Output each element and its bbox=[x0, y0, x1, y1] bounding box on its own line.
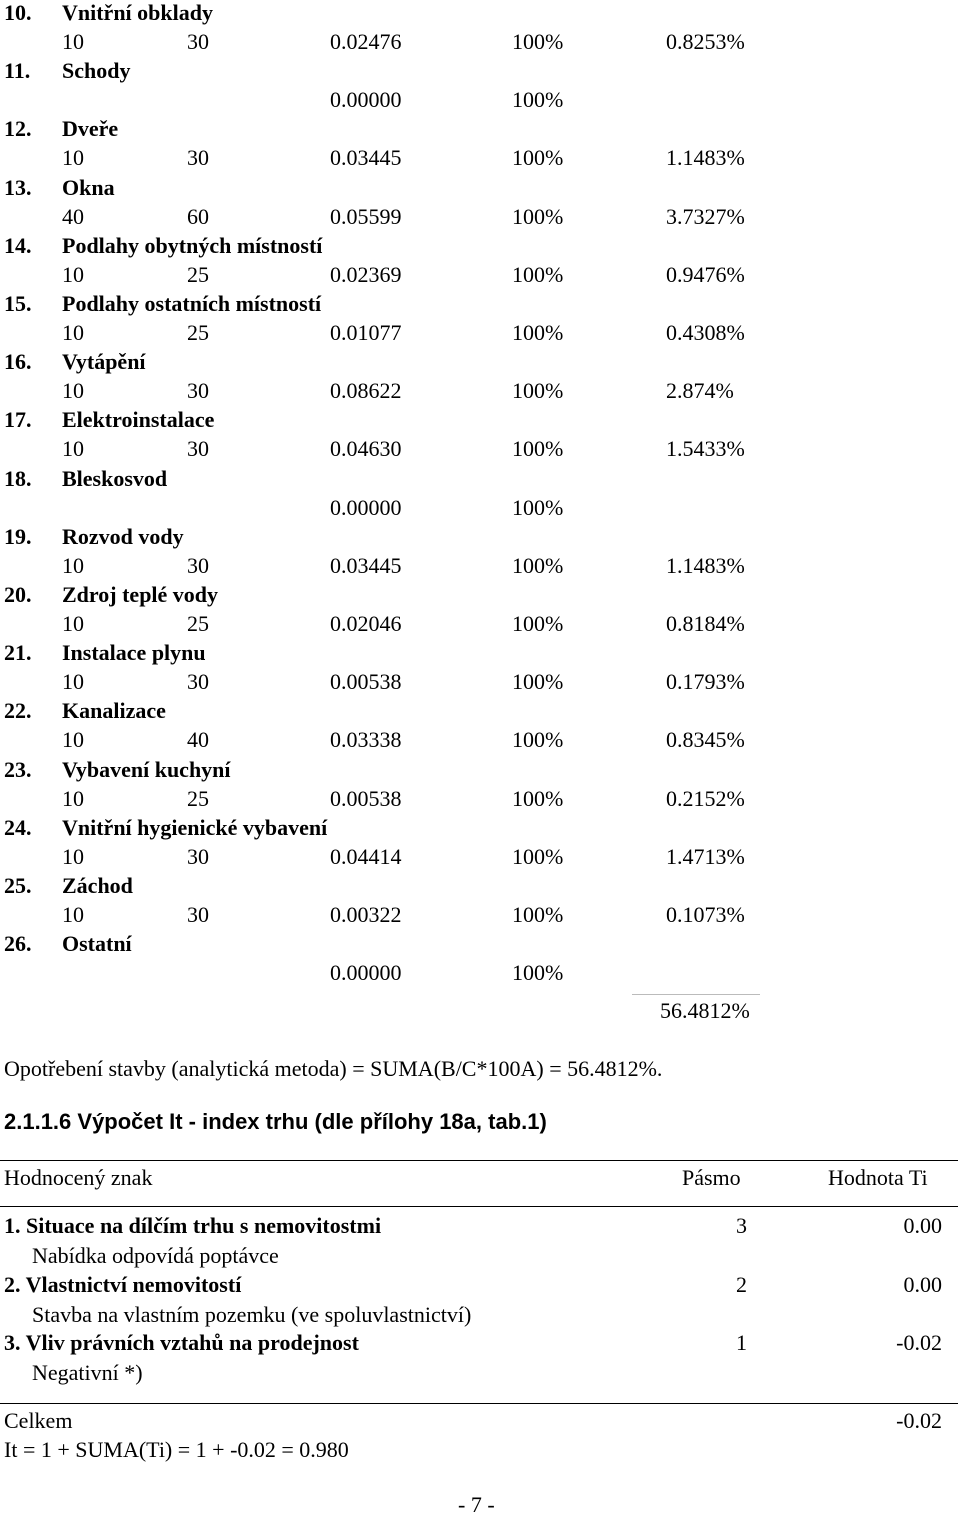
share-percent: 100% bbox=[512, 378, 564, 404]
share-percent: 100% bbox=[512, 436, 564, 462]
wear-coefficient: 0.02369 bbox=[330, 261, 402, 287]
wear-percent: 1.1483% bbox=[666, 145, 745, 171]
item-name: Zdroj teplé vody bbox=[62, 582, 219, 607]
share-percent: 100% bbox=[512, 203, 564, 229]
wear-coefficient: 0.02476 bbox=[330, 29, 402, 54]
wear-percent: 0.9476% bbox=[666, 261, 745, 287]
lifespan-min: 10 bbox=[62, 727, 84, 753]
table-top-rule bbox=[0, 1160, 958, 1161]
lifespan-min: 10 bbox=[62, 902, 84, 927]
lifespan-min: 10 bbox=[62, 145, 84, 171]
wear-coefficient: 0.00000 bbox=[330, 960, 402, 986]
share-percent: 100% bbox=[512, 87, 564, 113]
item-number: 16. bbox=[4, 349, 32, 375]
item-name: Vnitřní obklady bbox=[62, 0, 213, 25]
lifespan-max: 60 bbox=[187, 203, 209, 229]
wear-coefficient: 0.00538 bbox=[330, 785, 402, 811]
wear-percent: 1.1483% bbox=[666, 552, 745, 578]
wear-coefficient: 0.00322 bbox=[330, 902, 402, 927]
lifespan-max: 30 bbox=[187, 669, 209, 695]
item-number: 26. bbox=[4, 931, 32, 957]
item-name: Vnitřní hygienické vybavení bbox=[62, 814, 328, 840]
item-name: Kanalizace bbox=[62, 698, 166, 724]
wear-coefficient: 0.00000 bbox=[330, 494, 402, 520]
share-percent: 100% bbox=[512, 261, 564, 287]
lifespan-min: 10 bbox=[62, 261, 84, 287]
wear-coefficient: 0.03445 bbox=[330, 145, 402, 171]
wear-percent: 0.2152% bbox=[666, 785, 745, 811]
share-percent: 100% bbox=[512, 29, 564, 54]
table-header-rule bbox=[0, 1206, 958, 1207]
lifespan-min: 10 bbox=[62, 552, 84, 578]
item-name: Podlahy ostatních místností bbox=[62, 291, 322, 316]
item-number: 11. bbox=[4, 58, 31, 84]
criterion-value: -0.02 bbox=[896, 1330, 942, 1355]
criterion-description: Stavba na vlastním pozemku (ve spoluvlastnictví) bbox=[32, 1301, 472, 1327]
wear-percent: 1.4713% bbox=[666, 843, 745, 869]
item-number: 15. bbox=[4, 291, 32, 316]
criterion-band: 1 bbox=[736, 1330, 747, 1355]
page-number: - 7 - bbox=[458, 1492, 495, 1517]
table-bottom-rule bbox=[0, 1403, 958, 1404]
item-name: Bleskosvod bbox=[62, 465, 168, 491]
criterion-description: Negativní *) bbox=[32, 1360, 143, 1385]
lifespan-min: 10 bbox=[62, 436, 84, 462]
lifespan-max: 25 bbox=[187, 320, 209, 345]
criterion-title: 2. Vlastnictví nemovitostí bbox=[4, 1271, 242, 1297]
share-percent: 100% bbox=[512, 611, 564, 636]
item-number: 24. bbox=[4, 814, 32, 840]
item-name: Okna bbox=[62, 174, 115, 200]
wear-coefficient: 0.08622 bbox=[330, 378, 402, 404]
lifespan-min: 10 bbox=[62, 29, 84, 54]
criterion-title: 3. Vliv právních vztahů na prodejnost bbox=[4, 1330, 359, 1355]
lifespan-max: 30 bbox=[187, 29, 209, 54]
wear-coefficient: 0.03338 bbox=[330, 727, 402, 753]
item-name: Elektroinstalace bbox=[62, 407, 215, 433]
lifespan-max: 25 bbox=[187, 611, 209, 636]
share-percent: 100% bbox=[512, 494, 564, 520]
lifespan-max: 30 bbox=[187, 378, 209, 404]
item-number: 10. bbox=[4, 0, 32, 25]
header-hodnoceny-znak: Hodnocený znak bbox=[4, 1165, 153, 1190]
item-number: 14. bbox=[4, 232, 32, 258]
item-name: Rozvod vody bbox=[62, 523, 184, 549]
item-name: Vybavení kuchyní bbox=[62, 756, 231, 782]
criterion-value: 0.00 bbox=[903, 1271, 942, 1297]
share-percent: 100% bbox=[512, 552, 564, 578]
wear-coefficient: 0.04414 bbox=[330, 843, 402, 869]
lifespan-max: 30 bbox=[187, 552, 209, 578]
share-percent: 100% bbox=[512, 727, 564, 753]
lifespan-min: 40 bbox=[62, 203, 84, 229]
lifespan-max: 30 bbox=[187, 843, 209, 869]
total-divider bbox=[632, 994, 760, 995]
lifespan-min: 10 bbox=[62, 843, 84, 869]
wear-summary: Opotřebení stavby (analytická metoda) = SUMA(B/C*100A) = 56.4812%. bbox=[4, 1056, 663, 1081]
lifespan-min: 10 bbox=[62, 611, 84, 636]
lifespan-max: 40 bbox=[187, 727, 209, 753]
share-percent: 100% bbox=[512, 960, 564, 986]
lifespan-max: 30 bbox=[187, 902, 209, 927]
item-number: 17. bbox=[4, 407, 32, 433]
criterion-value: 0.00 bbox=[903, 1213, 942, 1238]
item-number: 13. bbox=[4, 174, 32, 200]
item-number: 21. bbox=[4, 640, 32, 666]
wear-total: 56.4812% bbox=[660, 998, 750, 1023]
share-percent: 100% bbox=[512, 785, 564, 811]
item-name: Instalace plynu bbox=[62, 640, 206, 666]
lifespan-min: 10 bbox=[62, 669, 84, 695]
item-name: Schody bbox=[62, 58, 131, 84]
item-name: Ostatní bbox=[62, 931, 132, 957]
item-name: Vytápění bbox=[62, 349, 146, 375]
item-number: 12. bbox=[4, 116, 32, 142]
wear-percent: 0.1793% bbox=[666, 669, 745, 695]
share-percent: 100% bbox=[512, 902, 564, 927]
wear-coefficient: 0.02046 bbox=[330, 611, 402, 636]
lifespan-max: 30 bbox=[187, 145, 209, 171]
item-number: 22. bbox=[4, 698, 32, 724]
share-percent: 100% bbox=[512, 843, 564, 869]
item-name: Záchod bbox=[62, 873, 133, 898]
header-pasmo: Pásmo bbox=[682, 1165, 741, 1190]
share-percent: 100% bbox=[512, 320, 564, 345]
criterion-band: 3 bbox=[736, 1213, 747, 1238]
wear-percent: 0.1073% bbox=[666, 902, 745, 927]
wear-percent: 0.4308% bbox=[666, 320, 745, 345]
wear-coefficient: 0.01077 bbox=[330, 320, 402, 345]
item-number: 25. bbox=[4, 873, 32, 898]
item-name: Podlahy obytných místností bbox=[62, 232, 323, 258]
header-hodnota: Hodnota Ti bbox=[828, 1165, 928, 1190]
wear-coefficient: 0.03445 bbox=[330, 552, 402, 578]
item-name: Dveře bbox=[62, 116, 119, 142]
wear-coefficient: 0.05599 bbox=[330, 203, 402, 229]
section-heading: 2.1.1.6 Výpočet It - index trhu (dle přílohy 18a, tab.1) bbox=[4, 1109, 547, 1134]
wear-coefficient: 0.00000 bbox=[330, 87, 402, 113]
item-number: 23. bbox=[4, 756, 32, 782]
item-number: 20. bbox=[4, 582, 32, 607]
lifespan-min: 10 bbox=[62, 320, 84, 345]
share-percent: 100% bbox=[512, 145, 564, 171]
share-percent: 100% bbox=[512, 669, 564, 695]
wear-coefficient: 0.04630 bbox=[330, 436, 402, 462]
index-formula: It = 1 + SUMA(Ti) = 1 + -0.02 = 0.980 bbox=[4, 1437, 349, 1462]
total-label: Celkem bbox=[4, 1408, 73, 1433]
lifespan-max: 30 bbox=[187, 436, 209, 462]
lifespan-min: 10 bbox=[62, 785, 84, 811]
criterion-title: 1. Situace na dílčím trhu s nemovitostmi bbox=[4, 1213, 382, 1238]
lifespan-max: 25 bbox=[187, 261, 209, 287]
wear-percent: 2.874% bbox=[666, 378, 734, 404]
wear-percent: 0.8345% bbox=[666, 727, 745, 753]
wear-percent: 0.8253% bbox=[666, 29, 745, 54]
item-number: 18. bbox=[4, 465, 32, 491]
item-number: 19. bbox=[4, 523, 32, 549]
wear-coefficient: 0.00538 bbox=[330, 669, 402, 695]
criterion-band: 2 bbox=[736, 1271, 747, 1297]
wear-percent: 3.7327% bbox=[666, 203, 745, 229]
lifespan-max: 25 bbox=[187, 785, 209, 811]
wear-percent: 0.8184% bbox=[666, 611, 745, 636]
total-value: -0.02 bbox=[896, 1408, 942, 1433]
criterion-description: Nabídka odpovídá poptávce bbox=[32, 1243, 279, 1268]
wear-percent: 1.5433% bbox=[666, 436, 745, 462]
lifespan-min: 10 bbox=[62, 378, 84, 404]
